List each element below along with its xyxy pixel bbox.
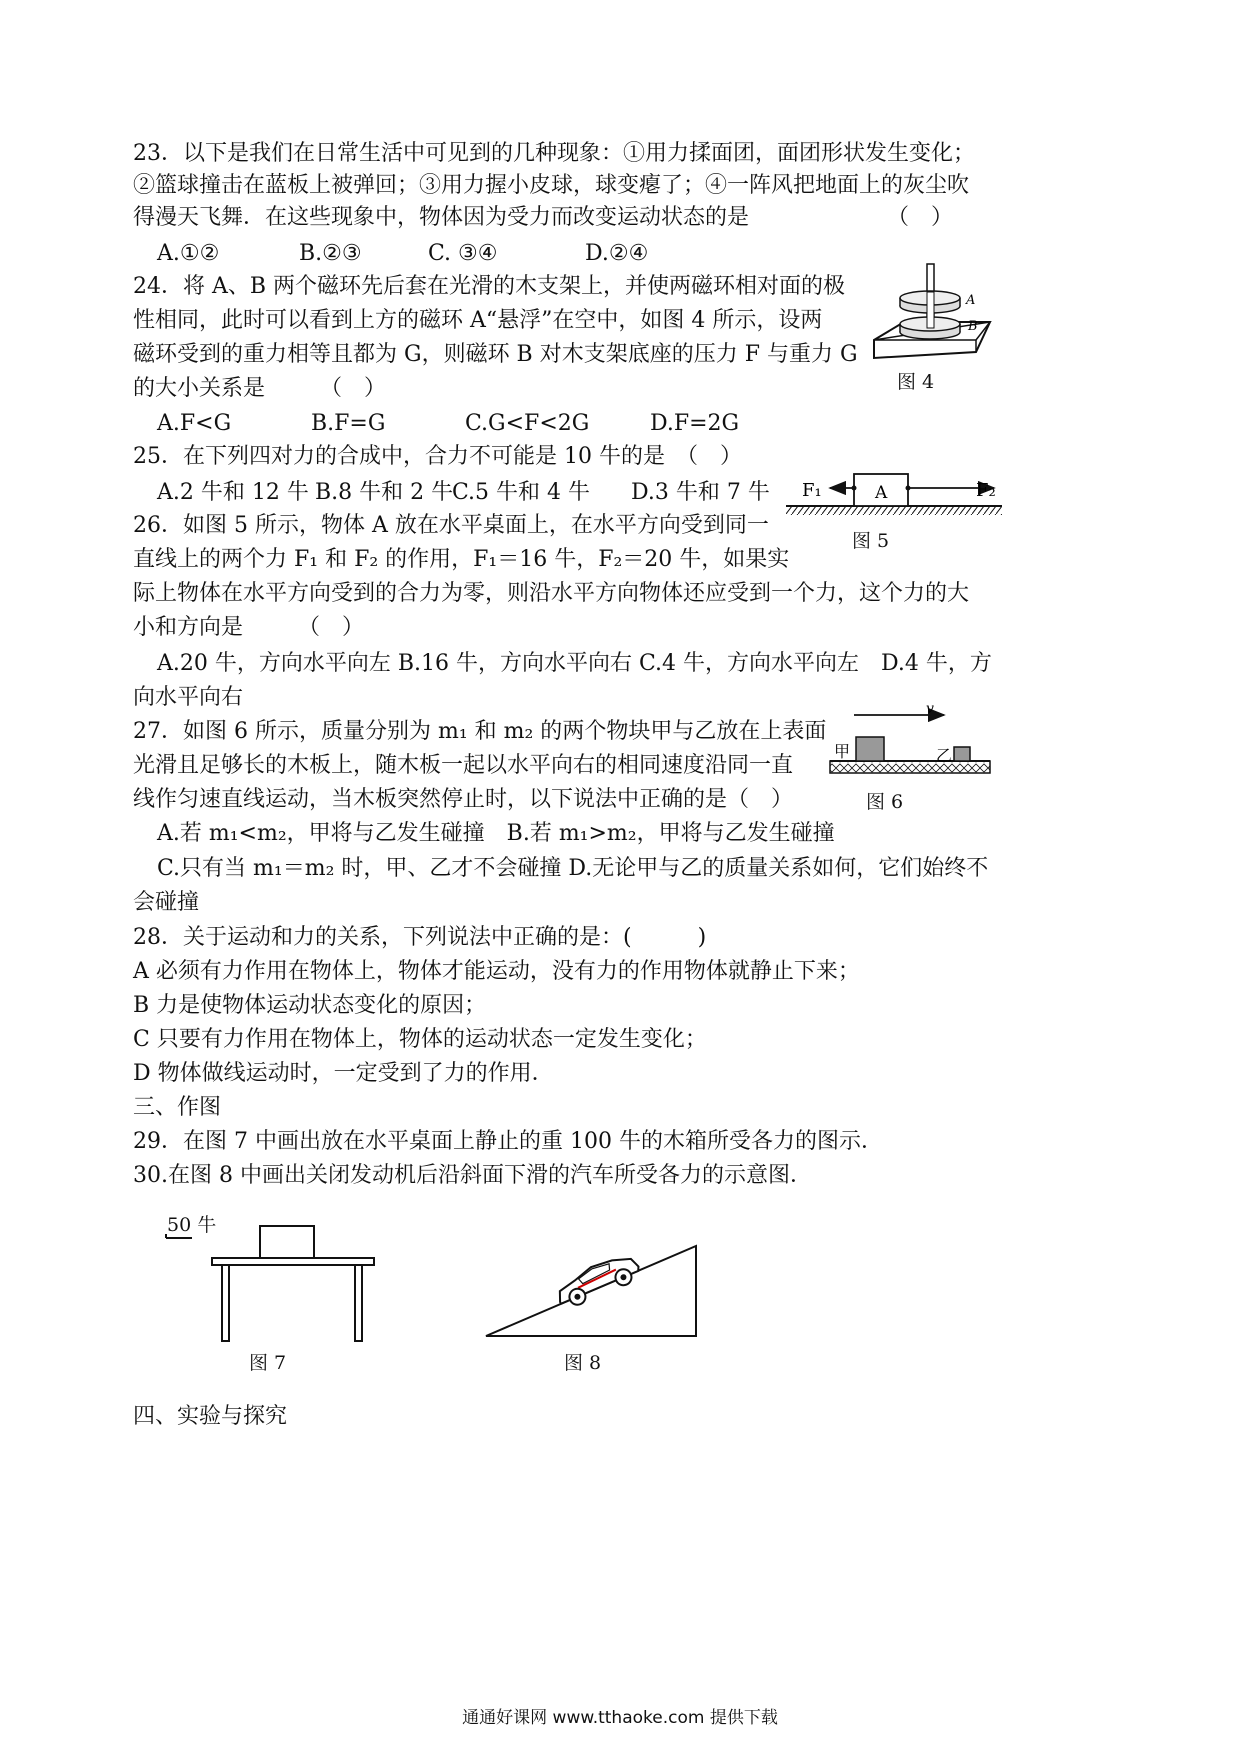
figure-5-force-diagram	[786, 466, 1002, 522]
fig5-f1-label: F₁	[802, 480, 822, 501]
fig5-f2-label: F₂	[976, 480, 996, 501]
q27-line3: 线作匀速直线运动，当木板突然停止时，以下说法中正确的是（ ）	[133, 787, 794, 812]
q27-options-cd: C.只有当 m₁＝m₂ 时，甲、乙才不会碰撞 D.无论甲与乙的质量关系如何，它们始终不	[157, 856, 989, 881]
q24-line2: 性相同，此时可以看到上方的磁环 A“悬浮”在空中，如图 4 所示，设两	[133, 308, 823, 333]
q25-option-c: C.5 牛和 4 牛	[452, 480, 591, 505]
q23-answer-paren: （ ）	[887, 205, 954, 230]
q24-option-d: D.F=2G	[650, 411, 740, 436]
q26-options: A.20 牛，方向水平向左 B.16 牛，方向水平向右 C.4 牛，方向水平向左 D.4 牛，方	[157, 651, 992, 676]
fig7-scale-label: 50 牛	[167, 1214, 217, 1236]
q23-option-b: B.②③	[299, 241, 362, 266]
fig6-velocity-label: v	[926, 703, 934, 717]
q28-option-a: A 必须有力作用在物体上，物体才能运动，没有力的作用物体就静止下来；	[133, 959, 860, 984]
q26-line2: 直线上的两个力 F₁ 和 F₂ 的作用，F₁＝16 牛，F₂＝20 牛，如果实	[133, 547, 790, 572]
q26-line1: 26．如图 5 所示，物体 A 放在水平桌面上，在水平方向受到同一	[133, 513, 769, 538]
q28-option-d: D 物体做线运动时，一定受到了力的作用．	[133, 1061, 554, 1086]
figure-8-caption: 图 8	[564, 1352, 602, 1374]
q26-line4: 小和方向是 （ ）	[133, 615, 365, 640]
q29-text: 29．在图 7 中画出放在水平桌面上静止的重 100 牛的木箱所受各力的图示．	[133, 1129, 883, 1154]
q24-line3: 磁环受到的重力相等且都为 G，则磁环 B 对木支架底座的压力 F 与重力 G	[133, 342, 858, 367]
q27-options-cont: 会碰撞	[133, 890, 200, 915]
q24-line4: 的大小关系是 （ ）	[133, 376, 387, 401]
figure-6-caption: 图 6	[866, 791, 904, 813]
fig6-yi-label: 乙	[936, 746, 953, 765]
q27-line1: 27．如图 6 所示，质量分别为 m₁ 和 m₂ 的两个物块甲与乙放在上表面	[133, 719, 827, 744]
section-3-heading: 三、作图	[133, 1095, 222, 1120]
q24-option-b: B.F=G	[311, 411, 386, 436]
fig4-label-b: B	[968, 319, 978, 334]
q23-line3: 得漫天飞舞．在这些现象中，物体因为受力而改变运动状态的是	[133, 205, 750, 230]
fig4-label-a: A	[966, 293, 976, 308]
q28-option-c: C 只要有力作用在物体上，物体的运动状态一定发生变化；	[133, 1027, 707, 1052]
q28-line1: 28．关于运动和力的关系，下列说法中正确的是：( )	[133, 925, 707, 950]
section-4-heading: 四、实验与探究	[133, 1404, 288, 1429]
q26-options-cont: 向水平向右	[133, 685, 244, 710]
fig7-wooden-box	[260, 1226, 314, 1259]
q25-option-b: B.8 牛和 2 牛	[315, 480, 454, 505]
q24-option-c: C.G<F<2G	[465, 411, 590, 436]
figure-5-caption: 图 5	[852, 530, 890, 552]
figure-8-car-on-incline	[484, 1240, 700, 1340]
q23-option-a: A.①②	[157, 241, 220, 266]
q25-option-a: A.2 牛和 12 牛	[157, 480, 309, 505]
q23-line1: 23．以下是我们在日常生活中可见到的几种现象：①用力揉面团，面团形状发生变化；	[133, 141, 975, 166]
q23-option-c: C. ③④	[428, 241, 498, 266]
q27-line2: 光滑且足够长的木板上，随木板一起以水平向右的相同速度沿同一直	[133, 753, 794, 778]
page-footer: 通通好课网 www.tthaoke.com 提供下载	[462, 1708, 778, 1728]
figure-4-caption: 图 4	[897, 371, 935, 393]
q27-options-ab: A.若 m₁<m₂，甲将与乙发生碰撞 B.若 m₁>m₂，甲将与乙发生碰撞	[157, 821, 835, 846]
q26-line3: 际上物体在水平方向受到的合力为零，则沿水平方向物体还应受到一个力，这个力的大	[133, 581, 970, 606]
fig5-block-label: A	[875, 483, 888, 503]
q24-option-a: A.F<G	[157, 411, 232, 436]
q25-line1: 25．在下列四对力的合成中，合力不可能是 10 牛的是 （ ）	[133, 444, 742, 469]
fig6-jia-label: 甲	[834, 742, 851, 761]
q28-option-b: B 力是使物体运动状态变化的原因；	[133, 993, 487, 1018]
q23-line2: ②篮球撞击在蓝板上被弹回；③用力握小皮球，球变瘪了；④一阵风把地面上的灰尘吹	[133, 173, 970, 198]
q23-option-d: D.②④	[585, 241, 649, 266]
figure-6-blocks-on-board	[828, 703, 994, 783]
figure-7-box-on-table	[160, 1218, 380, 1346]
q24-line1: 24．将 A、B 两个磁环先后套在光滑的木支架上，并使两磁环相对面的极	[133, 274, 846, 299]
q25-option-d: D.3 牛和 7 牛	[631, 480, 770, 505]
q30-text: 30.在图 8 中画出关闭发动机后沿斜面下滑的汽车所受各力的示意图．	[133, 1163, 812, 1188]
figure-7-caption: 图 7	[249, 1352, 287, 1374]
